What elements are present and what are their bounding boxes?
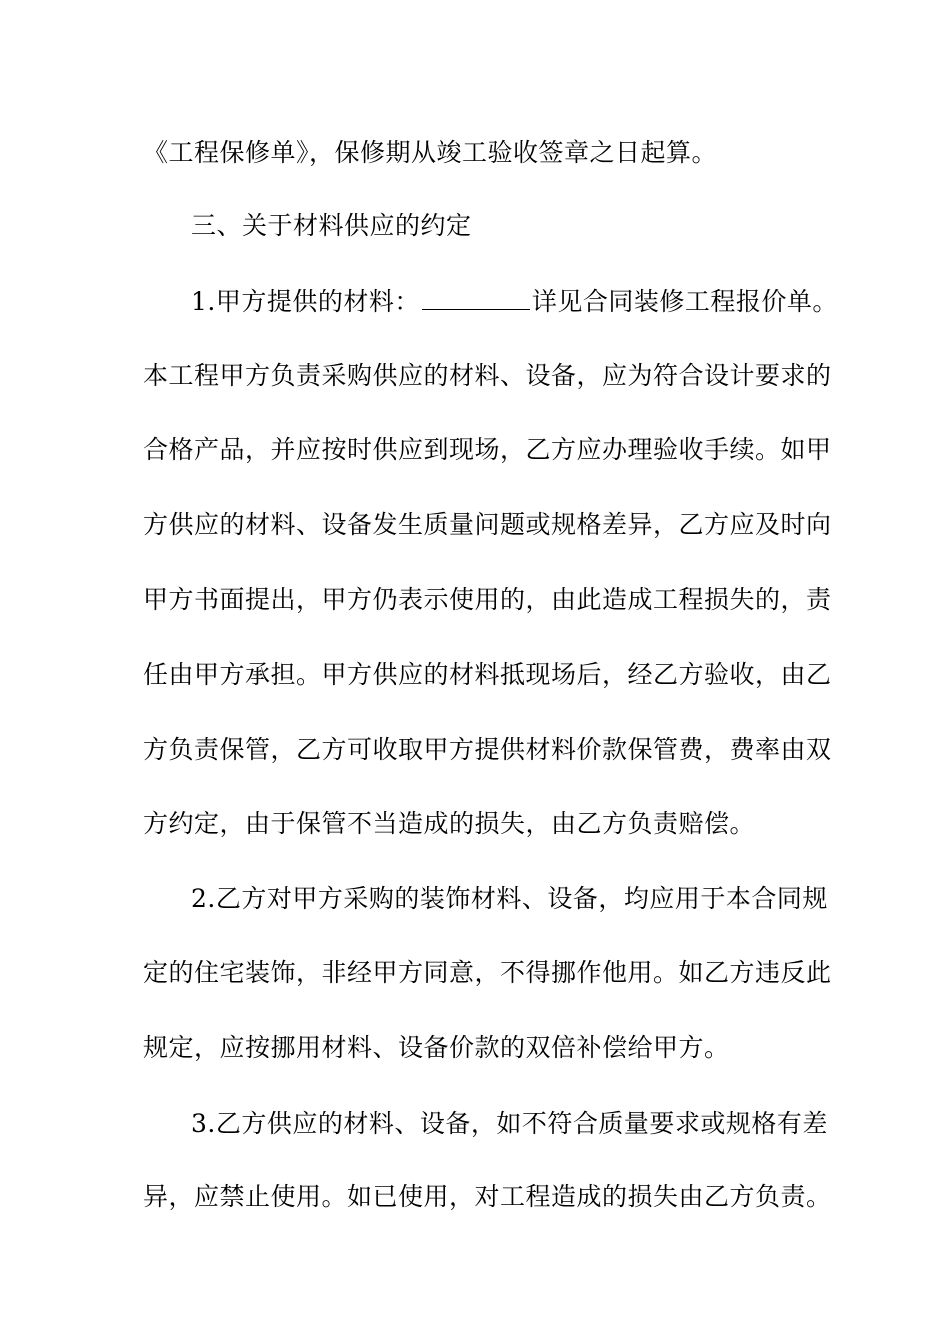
text-line-1: 《工程保修单》，保修期从竣工验收签章之日起算。	[143, 138, 718, 167]
section-heading-materials: 三、关于材料供应的约定	[191, 211, 472, 240]
clause-1-first-line	[191, 282, 861, 322]
text-line-13: 规定，应按挪用材料、设备价款的双倍补偿给甲方。	[143, 1033, 730, 1062]
text-line-7: 甲方书面提出，甲方仍表示使用的，由此造成工程损失的，责	[143, 585, 832, 614]
clause-1-label: 1.甲方提供的材料：	[191, 287, 420, 316]
text-line-12: 定的住宅装饰，非经甲方同意，不得挪作他用。如乙方违反此	[143, 958, 832, 987]
clause-3-first-line: 3.乙方供应的材料、设备，如不符合质量要求或规格有差	[191, 1109, 828, 1138]
text-line-9: 方负责保管，乙方可收取甲方提供材料价款保管费，费率由双	[143, 735, 832, 764]
text-line-8: 任由甲方承担。甲方供应的材料抵现场后，经乙方验收，由乙	[143, 660, 832, 689]
text-line-15: 异，应禁止使用。如已使用，对工程造成的损失由乙方负责。	[143, 1182, 832, 1211]
clause-2-first-line: 2.乙方对甲方采购的装饰材料、设备，均应用于本合同规	[191, 884, 828, 913]
text-line-6: 方供应的材料、设备发生质量问题或规格差异，乙方应及时向	[143, 510, 832, 539]
text-line-4: 本工程甲方负责采购供应的材料、设备，应为符合设计要求的	[143, 361, 832, 390]
text-line-10: 方约定，由于保管不当造成的损失，由乙方负责赔偿。	[143, 809, 756, 838]
fill-in-blank	[422, 287, 530, 310]
clause-1-continuation: 详见合同装修工程报价单。	[531, 287, 838, 316]
text-line-5: 合格产品，并应按时供应到现场，乙方应办理验收手续。如甲	[143, 435, 832, 464]
